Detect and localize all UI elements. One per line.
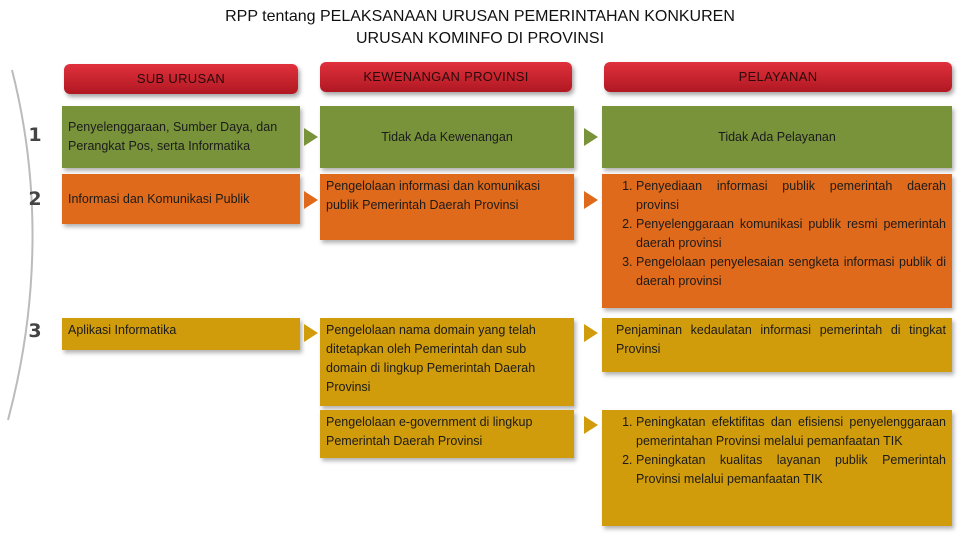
row-number-1: 1 <box>28 124 42 146</box>
arrow-icon <box>304 324 318 342</box>
row-1-kewenangan-text: Tidak Ada Kewenangan <box>381 129 513 144</box>
row-1-pelayanan <box>602 106 952 168</box>
row-2-pelayanan <box>602 174 952 308</box>
row-1-sub-urusan-text: Penyelenggaraan, Sumber Daya, dan Perangkat Pos, serta Informatika <box>68 120 278 153</box>
row-3-sub-urusan <box>62 318 300 350</box>
row-number-3: 3 <box>28 320 42 342</box>
row-2-sub-urusan-text: Informasi dan Komunikasi Publik <box>68 191 250 206</box>
row-3-sub-urusan-text: Aplikasi Informatika <box>68 323 177 337</box>
list-item: 1. Penyediaan informasi publik pemerintah daerah provinsi <box>636 177 946 215</box>
arrow-icon <box>584 324 598 342</box>
title-line-2: URUSAN KOMINFO DI PROVINSI <box>355 30 605 47</box>
list-item: 2. Peningkatan kualitas layanan publik Pemerintah Provinsi melalui pemanfaatan TIK <box>636 451 946 489</box>
row-number-2: 2 <box>28 188 42 210</box>
title-line-1: RPP tentang PELAKSANAAN URUSAN PEMERINTAHAN KONKUREN <box>225 8 735 25</box>
row-3a-pelayanan-text: Penjaminan kedaulatan informasi pemerintah di tingkat Provinsi <box>616 323 946 356</box>
list-item: 1. Peningkatan efektifitas dan efisiensi penyelenggaraan pemerintahan Provinsi melalui pemanfaatan TIK <box>636 413 946 451</box>
list-item: 3. Pengelolaan penyelesaian sengketa informasi publik di daerah provinsi <box>636 253 946 291</box>
decorative-curve <box>0 0 60 540</box>
row-3b-kewenangan <box>320 410 574 458</box>
row-1-kewenangan <box>320 106 574 168</box>
row-1-sub-urusan <box>62 106 300 168</box>
arrow-icon <box>304 128 318 146</box>
row-2-pelayanan-list <box>608 177 946 291</box>
arrow-icon <box>584 191 598 209</box>
arrow-icon <box>304 191 318 209</box>
header-kewenangan-provinsi: KEWENANGAN PROVINSI <box>320 62 572 92</box>
row-3b-pelayanan <box>602 410 952 526</box>
arrow-icon <box>584 416 598 434</box>
row-2-kewenangan-text: Pengelolaan informasi dan komunikasi publik Pemerintah Daerah Provinsi <box>326 179 541 212</box>
list-item: 2. Penyelenggaraan komunikasi publik resmi pemerintah daerah provinsi <box>636 215 946 253</box>
page-title <box>0 6 960 50</box>
header-sub-urusan: SUB URUSAN <box>64 64 298 94</box>
header-pelayanan: PELAYANAN <box>604 62 952 92</box>
row-3a-pelayanan <box>602 318 952 372</box>
arrow-icon <box>584 128 598 146</box>
row-2-sub-urusan <box>62 174 300 224</box>
row-3b-kewenangan-text: Pengelolaan e-government di lingkup Pemerintah Daerah Provinsi <box>326 415 533 448</box>
row-1-pelayanan-text: Tidak Ada Pelayanan <box>718 129 836 144</box>
row-3a-kewenangan <box>320 318 574 406</box>
row-3a-kewenangan-text: Pengelolaan nama domain yang telah ditetapkan oleh Pemerintah dan sub domain di lingkup Pemerintah Daerah Provinsi <box>326 323 536 394</box>
row-3b-pelayanan-list <box>608 413 946 489</box>
row-2-kewenangan <box>320 174 574 240</box>
